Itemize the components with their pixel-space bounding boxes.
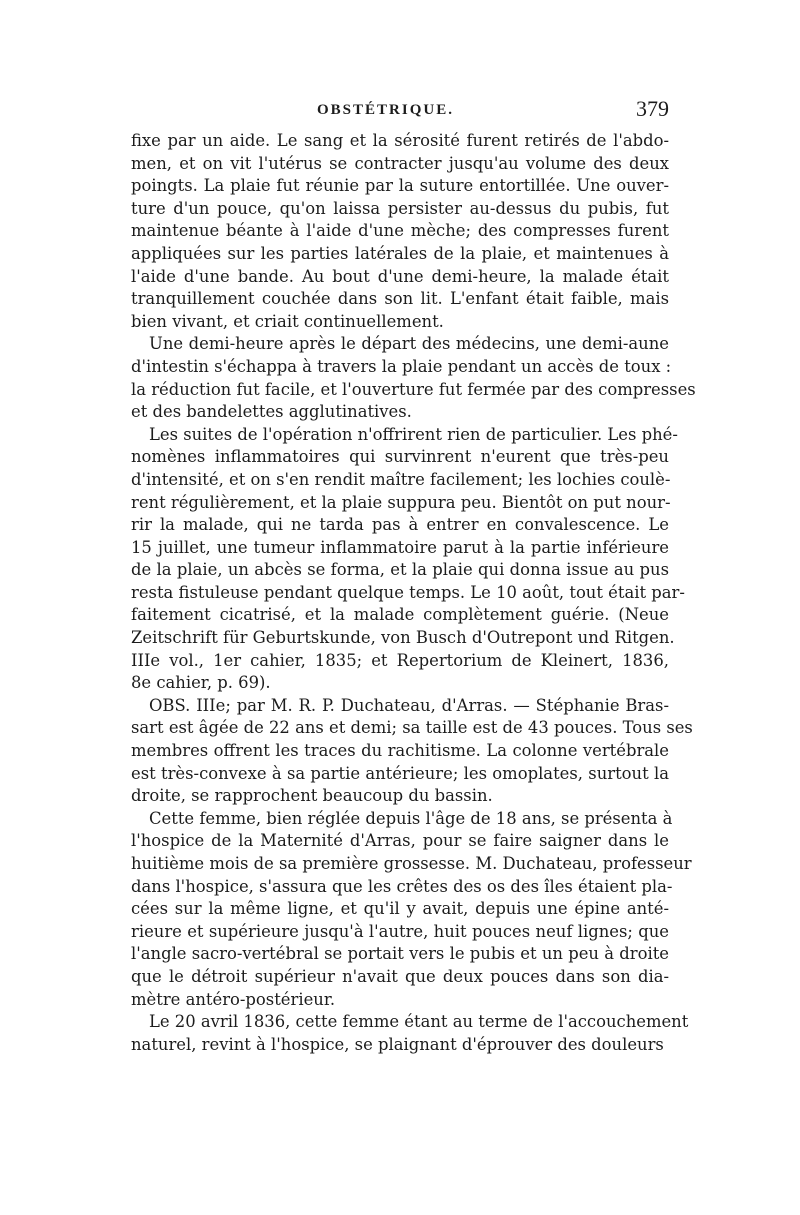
text-line: dans l'hospice, s'assura que les crêtes des os des îles étaient pla-: [131, 876, 673, 896]
text-line: OBS. IIIe; par M. R. P. Duchateau, d'Arras. — Stéphanie Bras-: [149, 695, 669, 715]
text-line: membres offrent les traces du rachitisme. La colonne vertébrale: [131, 741, 669, 761]
text-line: nomènes inflammatoires qui survinrent n'eurent que très-peu: [131, 447, 669, 467]
body-text: [131, 130, 696, 1056]
text-line: de la plaie, un abcès se forma, et la plaie qui donna issue au pus: [131, 560, 669, 580]
text-line: Une demi-heure après le départ des médecins, une demi-aune: [149, 334, 669, 354]
text-line: droite, se rapprochent beaucoup du bassin.: [131, 786, 493, 806]
text-line: rir la malade, qui ne tarda pas à entrer en convalescence. Le: [131, 515, 669, 535]
text-line: d'intensité, et on s'en rendit maître facilement; les lochies coulè-: [131, 469, 671, 489]
text-line: tranquillement couchée dans son lit. L'enfant était faible, mais: [131, 289, 669, 309]
text-line: bien vivant, et criait continuellement.: [131, 311, 444, 331]
text-line: d'intestin s'échappa à travers la plaie pendant un accès de toux :: [131, 356, 672, 376]
text-line: 8e cahier, p. 69).: [131, 673, 271, 693]
text-line: men, et on vit l'utérus se contracter jusqu'au volume des deux: [131, 153, 669, 173]
text-line: 15 juillet, une tumeur inflammatoire parut à la partie inférieure: [131, 537, 669, 557]
text-line: est très-convexe à sa partie antérieure; les omoplates, surtout la: [131, 763, 669, 783]
text-line: sart est âgée de 22 ans et demi; sa taille est de 43 pouces. Tous ses: [131, 718, 693, 738]
text-line: l'angle sacro-vertébral se portait vers le pubis et un peu à droite: [131, 944, 669, 964]
text-line: fixe par un aide. Le sang et la sérosité furent retirés de l'abdo-: [131, 131, 669, 150]
text-line: huitième mois de sa première grossesse. M. Duchateau, professeur: [131, 854, 692, 873]
text-line: la réduction fut facile, et l'ouverture fut fermée par des compresses: [131, 379, 696, 399]
text-line: naturel, revint à l'hospice, se plaignant d'éprouver des douleurs: [131, 1034, 664, 1054]
text-line: et des bandelettes agglutinatives.: [131, 402, 412, 422]
text-line: ture d'un pouce, qu'on laissa persister au-dessus du pubis, fut: [131, 198, 669, 218]
text-line: rieure et supérieure jusqu'à l'autre, huit pouces neuf lignes; que: [131, 921, 669, 941]
text-line: poingts. La plaie fut réunie par la suture entortillée. Une ouver-: [131, 176, 669, 196]
text-line: Le 20 avril 1836, cette femme étant au terme de l'accouchement: [149, 1012, 689, 1032]
text-line: cées sur la même ligne, et qu'il y avait, depuis une épine anté-: [131, 899, 669, 919]
text-line: maintenue béante à l'aide d'une mèche; des compresses furent: [131, 221, 669, 241]
text-line: l'aide d'une bande. Au bout d'une demi-heure, la malade était: [131, 266, 669, 286]
text-line: mètre antéro-postérieur.: [131, 989, 336, 1009]
text-line: resta fistuleuse pendant quelque temps. Le 10 août, tout était par-: [131, 582, 685, 602]
text-line: faitement cicatrisé, et la malade complètement guérie. (Neue: [131, 605, 669, 625]
text-line: Les suites de l'opération n'offrirent rien de particulier. Les phé-: [149, 424, 678, 444]
running-title: OBSTÉTRIQUE.: [317, 102, 454, 118]
page-header: [131, 96, 669, 130]
text-line: IIIe vol., 1er cahier, 1835; et Repertorium de Kleinert, 1836,: [131, 650, 669, 670]
text-line: Zeitschrift für Geburtskunde, von Busch d'Outrepont und Ritgen.: [131, 628, 675, 648]
text-line: que le détroit supérieur n'avait que deux pouces dans son dia-: [131, 966, 669, 986]
text-line: appliquées sur les parties latérales de la plaie, et maintenues à: [131, 243, 669, 263]
page-number: 379: [636, 96, 669, 121]
text-line: l'hospice de la Maternité d'Arras, pour se faire saigner dans le: [131, 831, 669, 851]
text-line: rent régulièrement, et la plaie suppura peu. Bientôt on put nour-: [131, 492, 671, 512]
text-line: Cette femme, bien réglée depuis l'âge de 18 ans, se présenta à: [149, 808, 673, 828]
